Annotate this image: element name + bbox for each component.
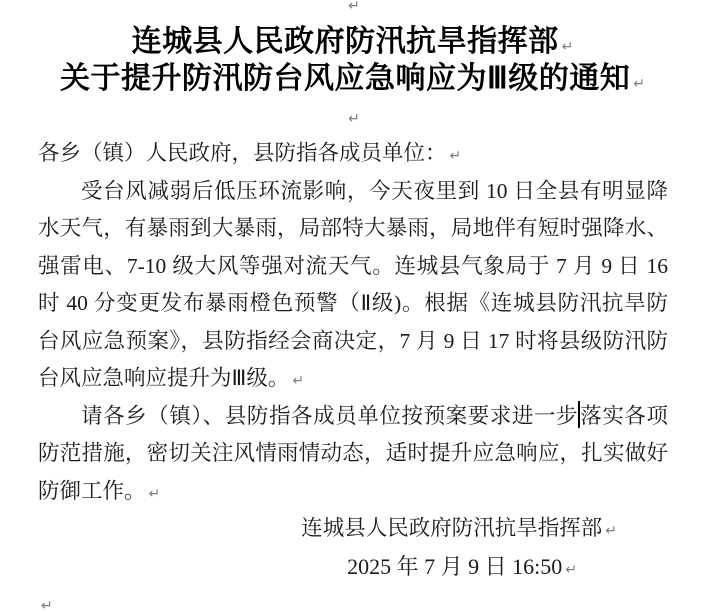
paragraph-mark-icon: ↵ xyxy=(449,149,462,164)
paragraph-mark-icon: ↵ xyxy=(561,39,574,55)
paragraph1-line-3[interactable] xyxy=(38,248,668,286)
salutation-line[interactable] xyxy=(38,135,668,173)
title-line-1-text: 连城县人民政府防汛抗旱指挥部 xyxy=(131,24,559,58)
paragraph1-line-6-text: 台风应急响应提升为Ⅲ级。 xyxy=(38,366,290,390)
paragraph1-line-5-text: 台风应急预案》，县防指经会商决定，7 月 9 日 17 时将县级防汛防 xyxy=(38,328,668,353)
paragraph-mark-icon: ↵ xyxy=(633,77,645,92)
paragraph-mark-icon: ↵ xyxy=(348,0,360,14)
title-line-2-text: 关于提升防汛防台风应急响应为Ⅲ级的通知 xyxy=(60,62,631,95)
empty-paragraph-bottom[interactable] xyxy=(38,585,668,612)
date-line[interactable] xyxy=(0,548,705,586)
paragraph2-line-3[interactable] xyxy=(38,473,668,511)
paragraph-mark-icon: ↵ xyxy=(148,486,161,502)
paragraph1-line-4[interactable] xyxy=(38,285,668,323)
paragraph1-line-1-text: 受台风减弱后低压环流影响，今天夜里到 10 日全县有明显降 xyxy=(81,178,668,203)
paragraph2-line-1-text-after-cursor: 落实各项 xyxy=(579,403,668,428)
title-line-1[interactable] xyxy=(0,23,705,61)
paragraph-mark-icon: ↵ xyxy=(565,562,577,578)
paragraph1-line-2[interactable] xyxy=(38,210,668,248)
paragraph2-line-1[interactable] xyxy=(38,398,668,436)
paragraph-mark-icon: ↵ xyxy=(41,599,53,612)
paragraph1-line-1[interactable] xyxy=(38,173,668,211)
paragraph2-line-2-text: 防范措施，密切关注风情雨情动态，适时提升应急响应，扎实做好 xyxy=(38,441,668,465)
paragraph1-line-5[interactable] xyxy=(38,323,668,361)
salutation-text: 各乡（镇）人民政府，县防指各成员单位： xyxy=(38,141,447,165)
paragraph-mark-icon: ↵ xyxy=(292,374,305,389)
paragraph2-line-2[interactable] xyxy=(38,435,668,473)
paragraph1-line-4-text: 时 40 分变更发布暴雨橙色预警（Ⅱ级)。根据《连城县防汛抗旱防 xyxy=(38,291,668,315)
date-text: 2025 年 7 月 9 日 16:50 xyxy=(347,553,563,579)
paragraph-mark-icon: ↵ xyxy=(348,111,360,127)
paragraph1-line-3-text: 强雷电、7-10 级大风等强对流天气。连城县气象局于 7 月 9 日 16 xyxy=(38,253,668,278)
signature-text: 连城县人民政府防汛抗旱指挥部 xyxy=(301,516,603,540)
paragraph1-line-6[interactable] xyxy=(38,360,668,398)
signature-line[interactable] xyxy=(0,510,705,548)
empty-paragraph-top[interactable] xyxy=(0,0,705,23)
paragraph2-line-1-text-before-cursor: 请各乡（镇）、县防指各成员单位按预案要求进一步 xyxy=(81,403,579,428)
paragraph1-line-2-text: 水天气，有暴雨到大暴雨，局部特大暴雨，局地伴有短时强降水、 xyxy=(38,216,668,240)
title-line-2[interactable] xyxy=(0,60,705,98)
paragraph2-line-3-text: 防御工作。 xyxy=(38,478,146,503)
empty-paragraph-after-title[interactable] xyxy=(0,98,705,136)
paragraph-mark-icon: ↵ xyxy=(605,524,617,539)
